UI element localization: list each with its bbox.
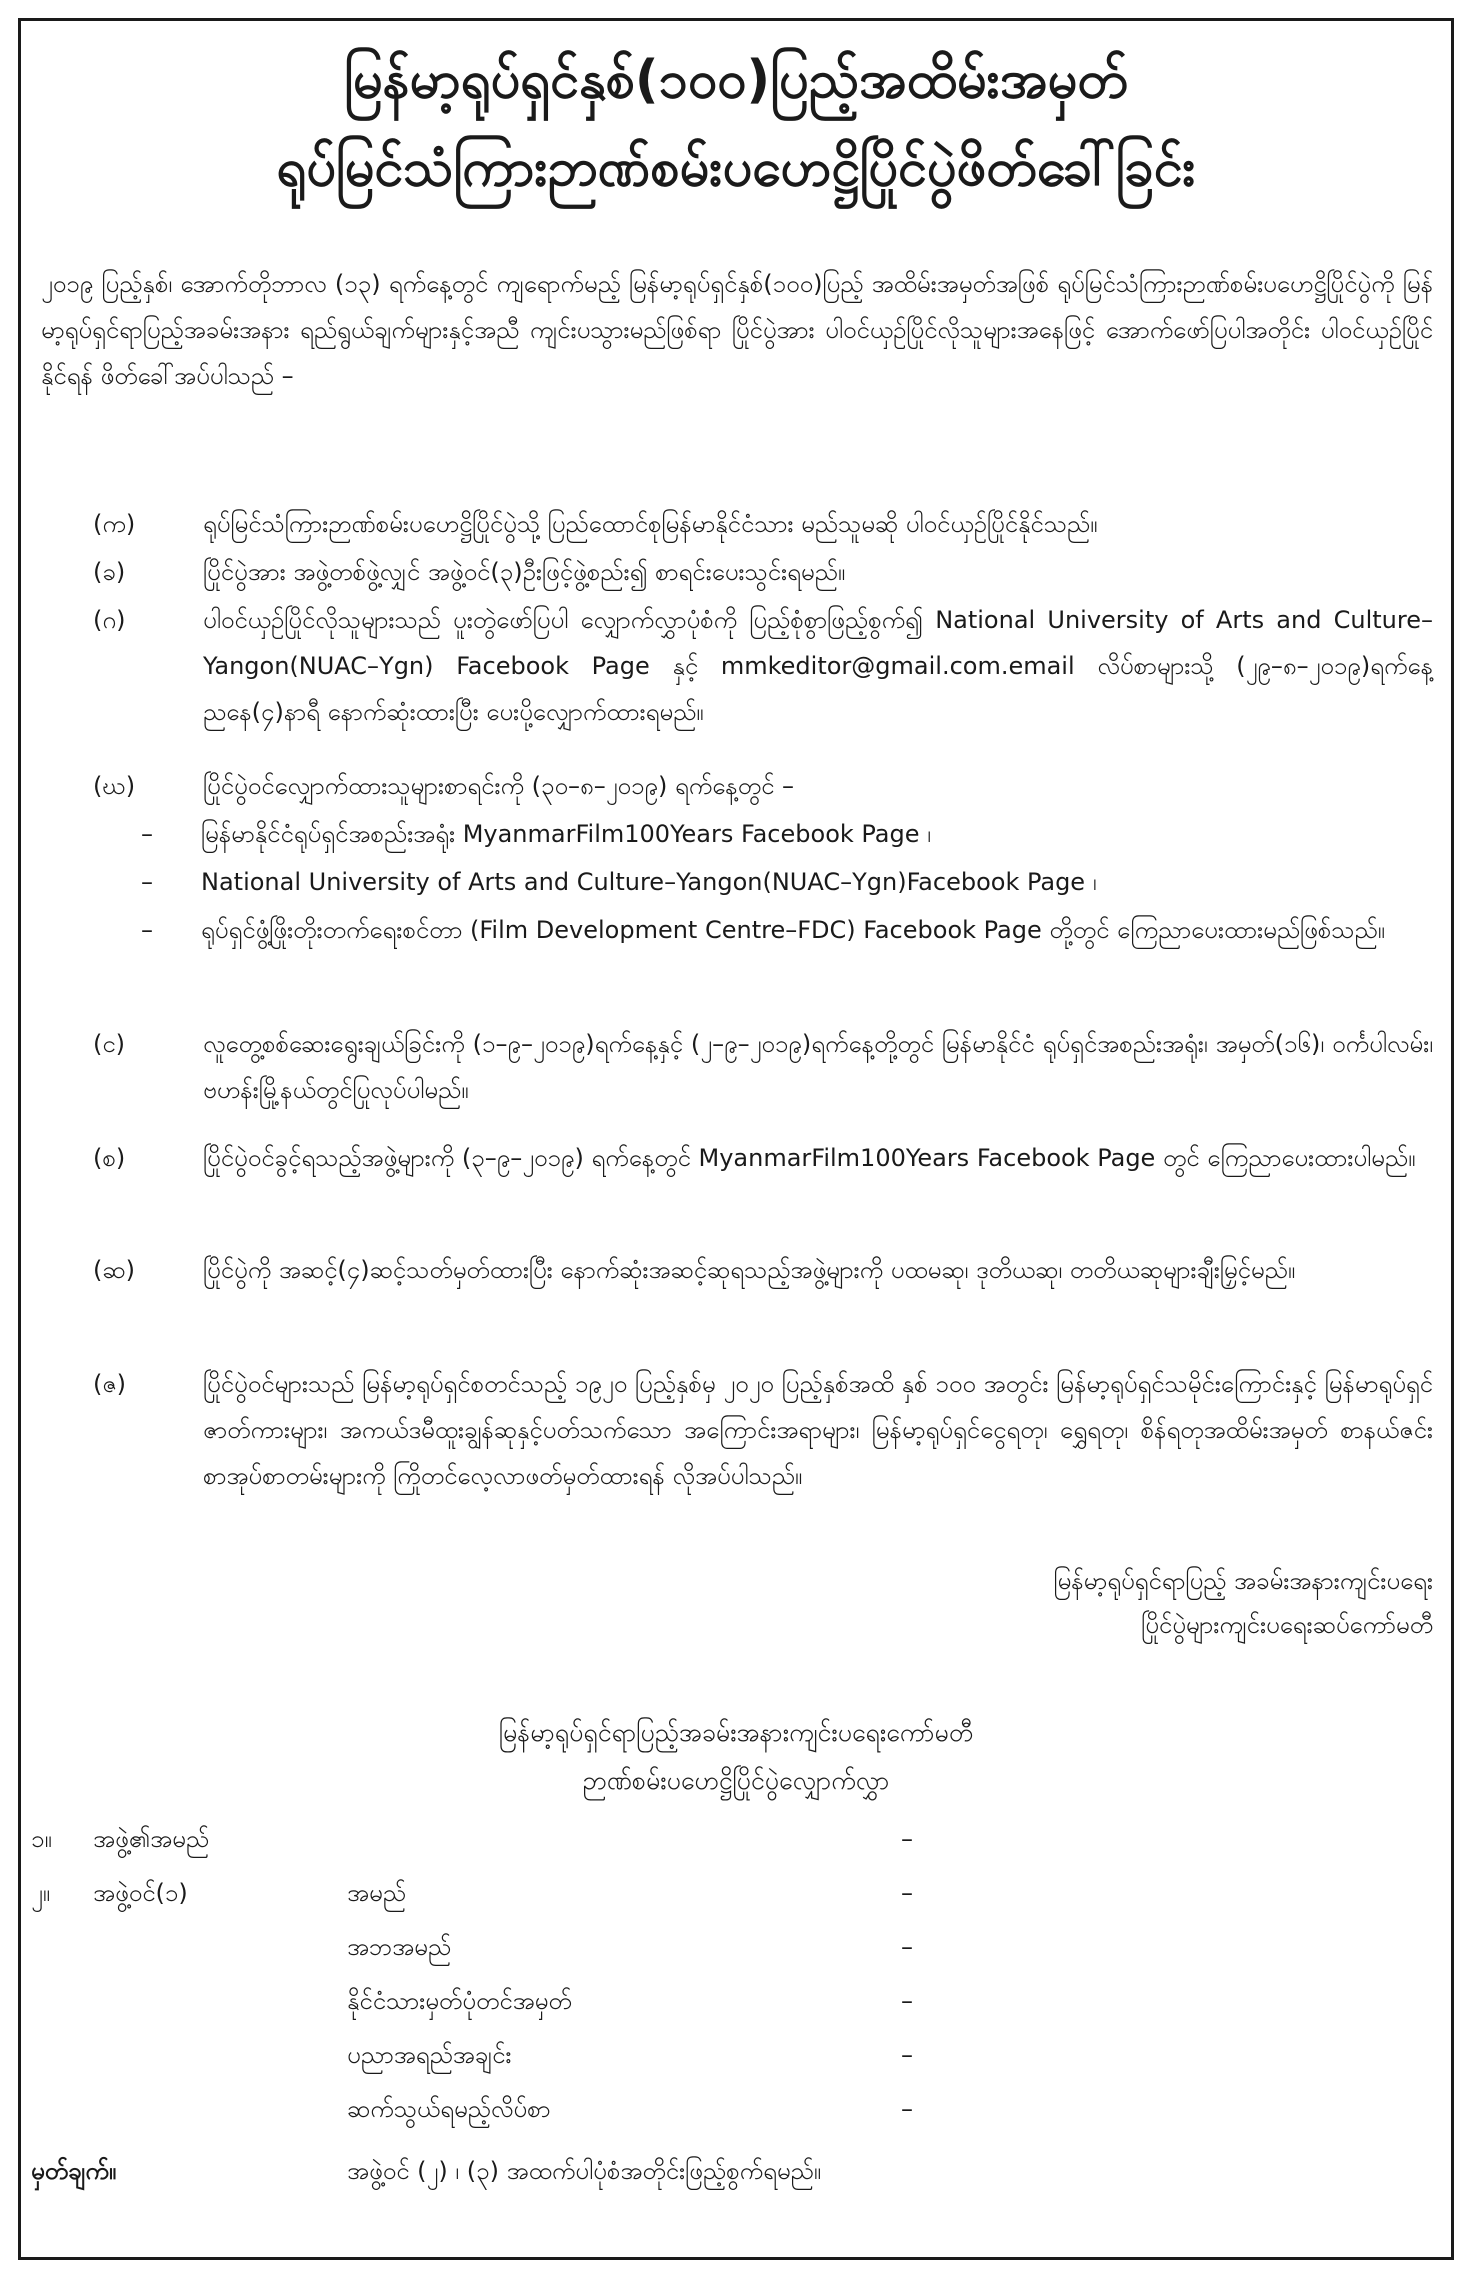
rule-marker: (က) [93,510,136,538]
rule-marker: (င) [93,1030,126,1058]
form-dash: – [901,1933,913,1961]
announcement-page [18,18,1454,2260]
rule-marker: (စ) [93,1144,126,1172]
rule-item [93,763,1433,809]
intro-paragraph: ၂၀၁၉ ပြည့်နှစ်၊ အောက်တိုဘာလ (၁၃) ရက်နေ့တွင် ကျရောက်မည့် မြန်မာ့ရုပ်ရှင်နှစ်(၁၀၀)ပြည့် အထိမ်းအမှတ်အဖြစ် ရုပ်မြင်သံကြားဉာဏ်စမ်းပဟေဋ္ဌိပြိုင်ပွဲကို မြန်မာ့ရုပ်ရှင်ရာပြည့်အခမ်းအနား ရည်ရွယ်ချက်များနှင့်အညီ ကျင်းပသွားမည်ဖြစ်ရာ ပြိုင်ပွဲအား ပါဝင်ယှဉ်ပြိုင်လိုသူများအနေဖြင့် အောက်ဖော်ပြပါအတိုင်း ပါဝင်ယှဉ်ပြိုင်နိုင်ရန် ဖိတ်ခေါ်အပ်ပါသည် – [41,270,1433,390]
form-member-label: အဖွဲ့ဝင်(၁) [93,1879,188,1907]
form-field-father-name: အဘအမည် [347,1933,452,1961]
rule-text: ရုပ်မြင်သံကြားဉာဏ်စမ်းပဟေဋ္ဌိပြိုင်ပွဲသို့ ပြည်ထောင်စုမြန်မာနိုင်ငံသား မည်သူမဆို ပါဝင်ယှဉ်ပြိုင်နိုင်သည်။ [203,510,1098,538]
rule-text: ပြိုင်ပွဲအား အဖွဲ့တစ်ဖွဲ့လျှင် အဖွဲ့ဝင်(၃)ဦးဖြင့်ဖွဲ့စည်း၍ စာရင်းပေးသွင်းရမည်။ [203,558,846,586]
rule-item [93,597,1433,735]
form-dash: – [901,2041,913,2069]
form-field-nrc: နိုင်ငံသားမှတ်ပုံတင်အမှတ် [347,1987,572,2015]
sub-item-dash: – [141,868,153,896]
form-field-address: ဆက်သွယ်ရမည့်လိပ်စာ [347,2095,551,2123]
form-dash: – [901,1825,913,1853]
rule-text: ပြိုင်ပွဲဝင်လျှောက်ထားသူများစာရင်းကို (၃၀–၈–၂၀၁၉) ရက်နေ့တွင် – [203,772,795,800]
rule-marker: (ဇ) [93,1370,126,1398]
rule-item [93,1021,1433,1113]
form-dash: – [901,1879,913,1907]
form-title-2: ဉာဏ်စမ်းပဟေဋ္ဌိပြိုင်ပွဲလျှောက်လွှာ [582,1766,890,1795]
sub-item [141,811,1433,857]
rule-text: ပြိုင်ပွဲဝင်များသည် မြန်မာ့ရုပ်ရှင်စတင်သည့် ၁၉၂၀ ပြည့်နှစ်မှ ၂၀၂၀ ပြည့်နှစ်အထိ နှစ် ၁၀၀ အတွင်း မြန်မာ့ရုပ်ရှင်သမိုင်းကြောင်းနှင့် မြန်မာရုပ်ရှင်ဇာတ်ကားများ၊ အကယ်ဒမီထူးချွန်ဆုနှင့်ပတ်သက်သော အကြောင်းအရာများ၊ မြန်မာ့ရုပ်ရှင်ငွေရတု၊ ရွှေရတု၊ စိန်ရတုအထိမ်းအမှတ် စာနယ်ဇင်းစာအုပ်စာတမ်းများကို ကြိုတင်လေ့လာဖတ်မှတ်ထားရန် လိုအပ်ပါသည်။ [203,1370,1433,1490]
rule-text: ပြိုင်ပွဲကို အဆင့်(၄)ဆင့်သတ်မှတ်ထားပြီး နောက်ဆုံးအဆင့်ဆုရသည့်အဖွဲ့များကို ပထမဆု၊ ဒုတိယဆု၊ တတိယဆုများချီးမြှင့်မည်။ [203,1256,1296,1284]
rule-marker: (ဆ) [93,1256,135,1284]
signature-block [1053,1559,1433,1647]
form-dash: – [901,1987,913,2015]
rule-item [93,1135,1433,1181]
form-row-number: ၁။ [31,1825,52,1853]
rule-marker: (ခ) [93,558,126,586]
form-field-name: အမည် [347,1879,406,1907]
sub-item-text: National University of Arts and Culture–Yangon(NUAC–Ygn)Facebook Page ၊ [201,868,1097,896]
form-title-1: မြန်မာ့ရုပ်ရှင်ရာပြည့်အခမ်းအနားကျင်းပရေးကော်မတီ [498,1718,974,1747]
rule-item [93,549,1433,595]
rule-item [93,501,1433,547]
form-row-number: ၂။ [31,1879,51,1907]
sub-item-dash: – [141,916,153,944]
rule-text: လူတွေ့စစ်ဆေးရွေးချယ်ခြင်းကို (၁–၉–၂၀၁၉)ရက်နေ့နှင့် (၂–၉–၂၀၁၉)ရက်နေ့တို့တွင် မြန်မာနိုင်ငံ ရုပ်ရှင်အစည်းအရုံး၊ အမှတ်(၁၆)၊ ဝင်္ကပါလမ်း၊ ဗဟန်းမြို့နယ်တွင်ပြုလုပ်ပါမည်။ [203,1030,1433,1104]
form-group-name-label: အဖွဲ့၏အမည် [93,1825,210,1853]
form-note-label: မှတ်ချက်။ [31,2157,117,2185]
rule-marker: (ဃ) [93,772,136,800]
form-note-text: အဖွဲ့ဝင် (၂) ၊ (၃) အထက်ပါပုံစံအတိုင်းဖြည့်စွက်ရမည်။ [347,2157,822,2185]
rule-item [93,1361,1433,1499]
signature-line-1: မြန်မာ့ရုပ်ရှင်ရာပြည့် အခမ်းအနားကျင်းပရေး [1053,1567,1433,1595]
sub-item [141,907,1433,953]
rule-marker: (ဂ) [93,606,126,634]
sub-item [141,859,1433,905]
sub-item-dash: – [141,820,153,848]
title-line-1: မြန်မာ့ရုပ်ရှင်နှစ်(၁၀၀)ပြည့်အထိမ်းအမှတ် [344,50,1128,110]
rule-text: ပါဝင်ယှဉ်ပြိုင်လိုသူများသည် ပူးတွဲဖော်ပြပါ လျှောက်လွှာပုံစံကို ပြည့်စုံစွာဖြည့်စွက်၍ National University of Arts and Culture–Yangon(NUAC–Ygn) Facebook Page နှင့် mmkeditor@gmail.com.email လိပ်စာများသို့ (၂၉–၈–၂၀၁၉)ရက်နေ့ ညနေ(၄)နာရီ နောက်ဆုံးထားပြီး ပေးပို့လျှောက်ထားရမည်။ [203,606,1433,726]
sub-item-text: မြန်မာနိုင်ငံရုပ်ရှင်အစည်းအရုံး MyanmarFilm100Years Facebook Page ၊ [201,820,931,848]
title-line-2: ရုပ်မြင်သံကြားဉာဏ်စမ်းပဟေဋ္ဌိပြိုင်ပွဲဖိတ်ခေါ်ခြင်း [276,138,1196,198]
form-dash: – [901,2095,913,2123]
sub-item-text: ရုပ်ရှင်ဖွံ့ဖြိုးတိုးတက်ရေးစင်တာ (Film Development Centre–FDC) Facebook Page တို့တွင် ကြေညာပေးထားမည်ဖြစ်သည်။ [201,916,1385,944]
form-field-education: ပညာအရည်အချင်း [347,2041,512,2069]
rule-text: ပြိုင်ပွဲဝင်ခွင့်ရသည့်အဖွဲ့များကို (၃–၉–၂၀၁၉) ရက်နေ့တွင် MyanmarFilm100Years Facebook Page တွင် ကြေညာပေးထားပါမည်။ [203,1144,1416,1172]
signature-line-2: ပြိုင်ပွဲများကျင်းပရေးဆပ်ကော်မတီ [1141,1611,1433,1639]
rule-item [93,1247,1433,1293]
